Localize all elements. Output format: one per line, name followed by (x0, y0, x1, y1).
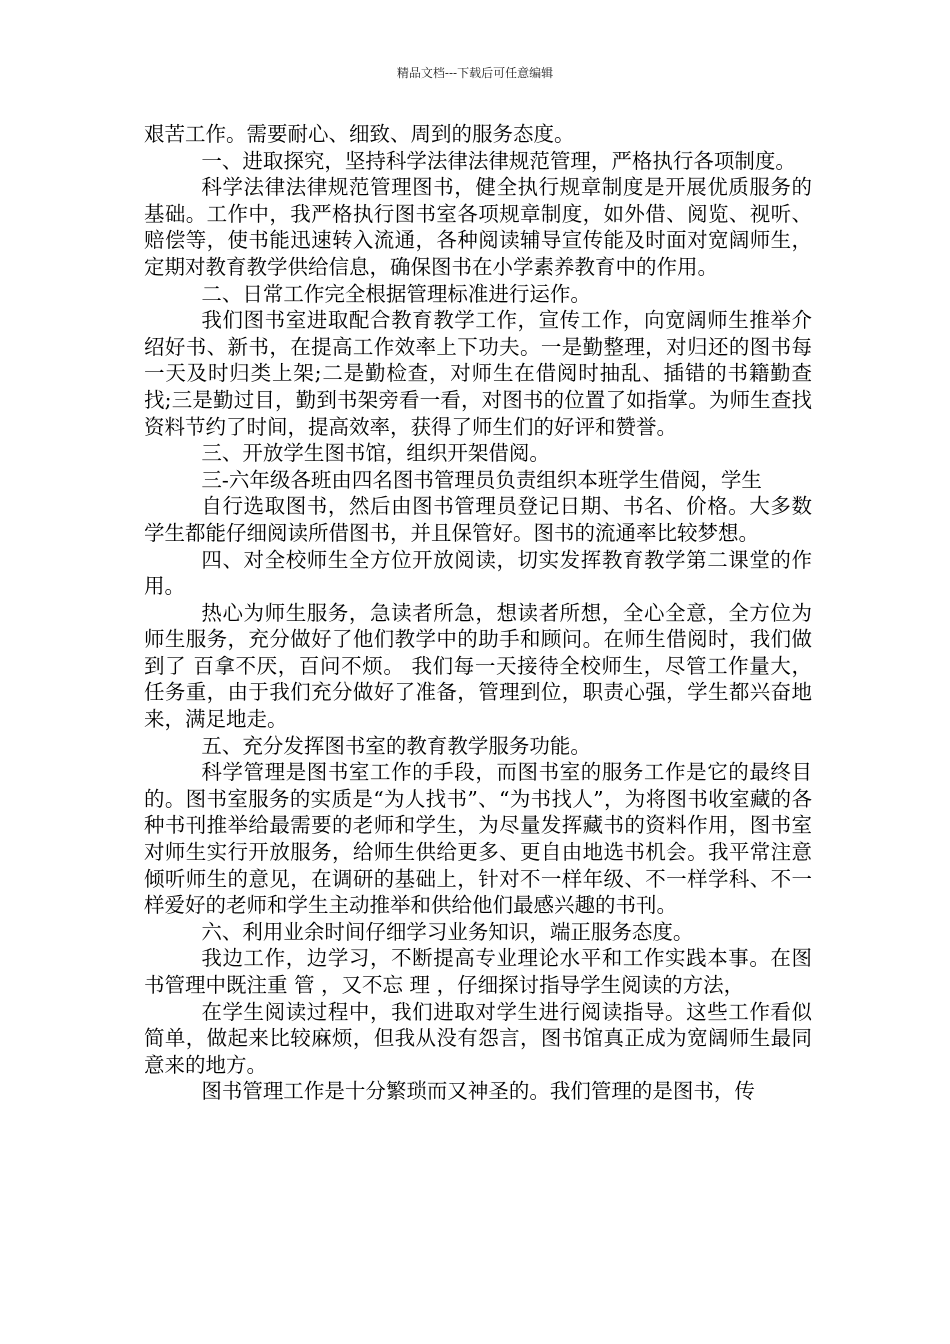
paragraph: 艰苦工作。需要耐心、细致、周到的服务态度。 (144, 122, 575, 146)
section-heading: 二、日常工作完全根据管理标准进行运作。 (201, 281, 591, 306)
section-heading: 五、充分发挥图书室的教育教学服务功能。 (201, 733, 591, 758)
section-heading: 四、对全校师生全方位开放阅读，切实发挥教育教学第二课堂的作用。 (144, 547, 812, 599)
paragraph: 自行选取图书，然后由图书管理员登记日期、书名、价格。大多数学生都能仔细阅读所借图书，并且保管好。图书的流通率比较梦想。 (144, 494, 812, 545)
paragraph: 科学法律法律规范管理图书，健全执行规章制度是开展优质服务的基础。工作中，我严格执行图书室各项规章制度，如外借、阅览、视听、赔偿等，使书能迅速转入流通，各种阅读辅导宣传能及时面对宽阔师生，定期对教育教学供给信息，确保图书在小学素养教育中的作用。 (144, 175, 812, 279)
paragraph: 热心为师生服务，急读者所急，想读者所想，全心全意，全方位为师生服务，充分做好了他们教学中的助手和顾问。在师生借阅时，我们做到了 百拿不厌，百问不烦。 我们每一天接待全校师生，尽管工作量大，任务重，由于我们充分做好了准备，管理到位，职责心强，学生都兴奋地来，满足地走。 (144, 600, 812, 732)
paragraph: 图书管理工作是十分繁琐而又神圣的。我们管理的是图书，传 (201, 1079, 755, 1104)
paragraph: 科学管理是图书室工作的手段，而图书室的服务工作是它的最终目的。图书室服务的实质是“为人找书”、“为书找人”，为将图书收室藏的各种书刊推举给最需要的老师和学生，为尽量发挥藏书的资料作用，图书室对师生实行开放服务，给师生供给更多、更自由地选书机会。我平常注意倾听师生的意见，在调研的基础上，针对不一样年级、不一样学科、不一样爱好的老师和学生主动推举和供给他们最感兴趣的书刊。 (144, 760, 812, 918)
paragraph: 我边工作，边学习，不断提高专业理论水平和工作实践本事。在图书管理中既注重 管 ，又不忘 理 ，仔细探讨指导学生阅读的方法， (144, 946, 812, 997)
section-heading: 三、开放学生图书馆，组织开架借阅。 (201, 441, 550, 466)
section-heading: 一、进取探究，坚持科学法律法律规范管理，严格执行各项制度。 (201, 148, 796, 173)
section-heading: 六、利用业余时间仔细学习业务知识，端正服务态度。 (201, 919, 694, 944)
document-body (144, 121, 812, 1105)
paragraph: 在学生阅读过程中，我们进取对学生进行阅读指导。这些工作看似简单，做起来比较麻烦，但我从没有怨言，图书馆真正成为宽阔师生最同意来的地方。 (144, 999, 812, 1077)
paragraph: 我们图书室进取配合教育教学工作，宣传工作，向宽阔师生推举介绍好书、新书，在提高工作效率上下功夫。一是勤整理，对归还的图书每一天及时归类上架;二是勤检查，对师生在借阅时抽乱、插错的书籍勤查找;三是勤过目，勤到书架旁看一看，对图书的位置了如指掌。为师生查找资料节约了时间，提高效率，获得了师生们的好评和赞誉。 (144, 308, 812, 439)
page-header: 精品文档---下载后可任意编辑 (396, 66, 554, 80)
paragraph: 三-六年级各班由四名图书管理员负责组织本班学生借阅，学生 (201, 467, 762, 492)
